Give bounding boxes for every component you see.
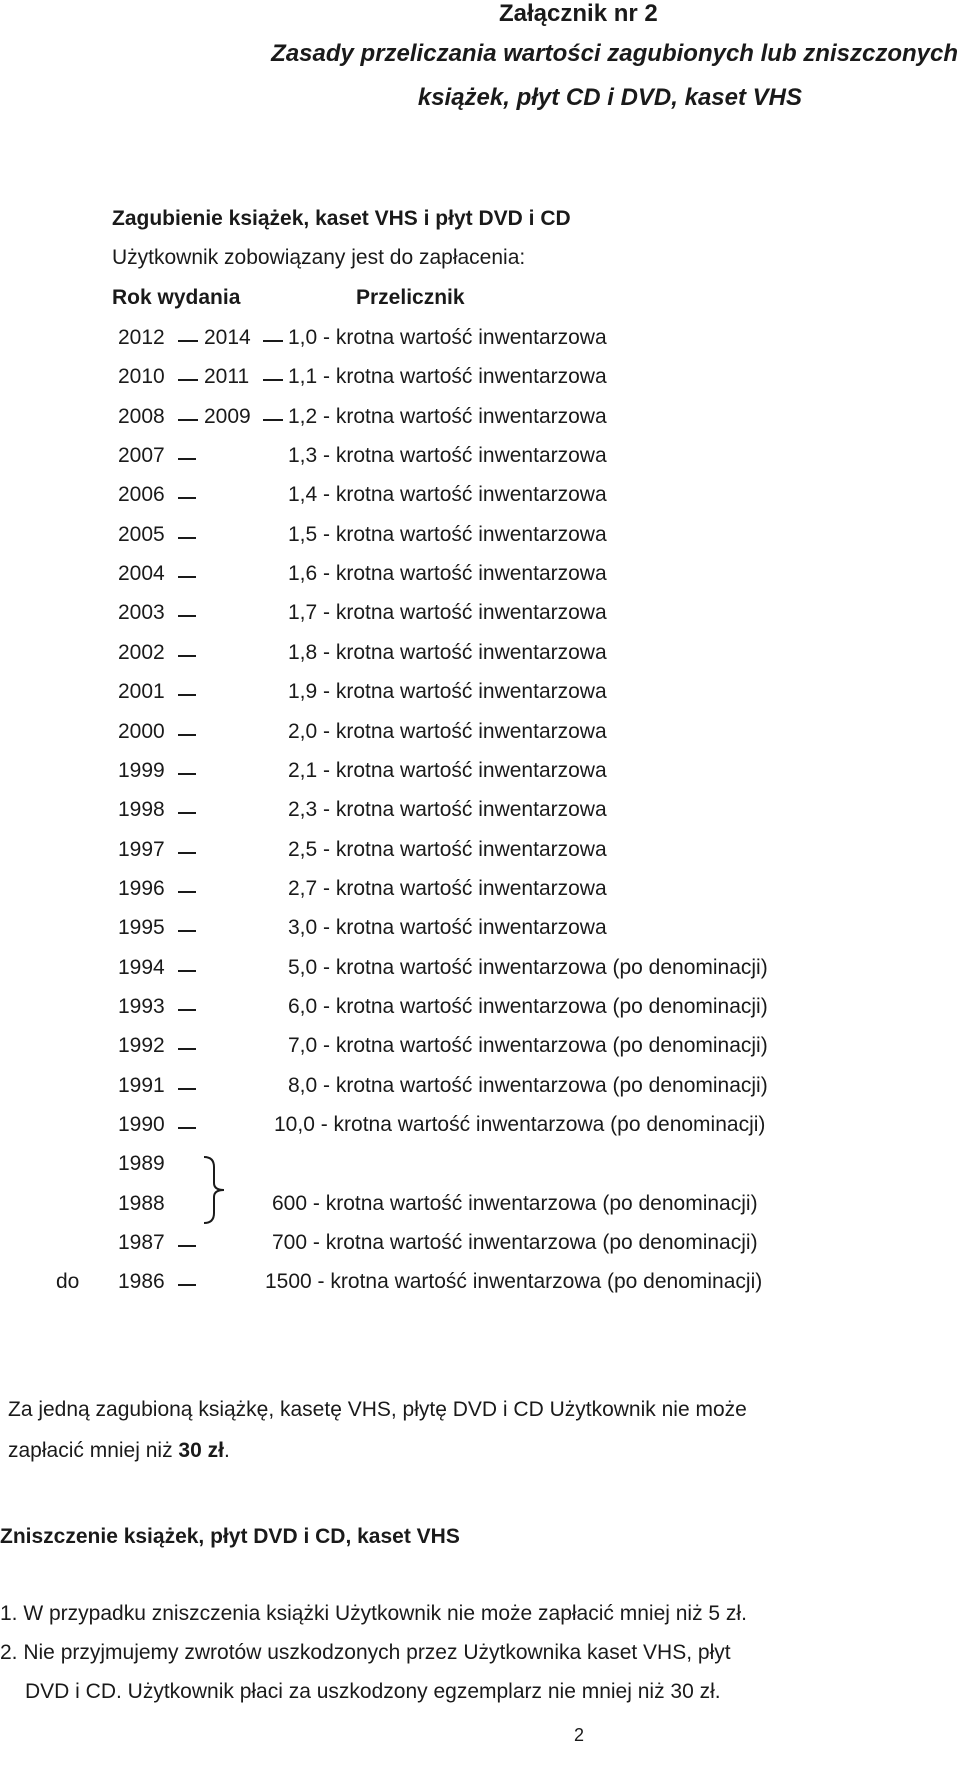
column-header-year: Rok wydania xyxy=(112,286,241,309)
row-year-start: 1988 xyxy=(118,1192,165,1215)
row-multiplier: 2,5 - krotna wartość inwentarzowa xyxy=(288,838,607,861)
row-multiplier: 1,8 - krotna wartość inwentarzowa xyxy=(288,641,607,664)
row-dash xyxy=(178,497,196,499)
row-year-start: 1995 xyxy=(118,916,165,939)
row-dash xyxy=(178,1245,196,1247)
row-dash xyxy=(178,970,196,972)
column-header-multiplier: Przelicznik xyxy=(356,286,465,309)
row-year-start: 2008 xyxy=(118,405,165,428)
row-year-start: 2010 xyxy=(118,365,165,388)
row-multiplier: 8,0 - krotna wartość inwentarzowa (po denominacji) xyxy=(288,1074,768,1097)
row-multiplier: 7,0 - krotna wartość inwentarzowa (po denominacji) xyxy=(288,1034,768,1057)
row-dash xyxy=(178,1088,196,1090)
loss-section-title: Zagubienie książek, kaset VHS i płyt DVD i CD xyxy=(112,207,571,230)
row-year-start: 1991 xyxy=(118,1074,165,1097)
row-year-start: 2005 xyxy=(118,523,165,546)
row-dash xyxy=(178,812,196,814)
row-year-end: 2009 xyxy=(204,405,251,428)
minimum-note-end: . xyxy=(223,1439,230,1462)
row-year-end: 2014 xyxy=(204,326,251,349)
annex-label: Załącznik nr 2 xyxy=(499,0,658,27)
row-year-start: 1994 xyxy=(118,956,165,979)
row-year-start: 1986 xyxy=(118,1270,165,1293)
row-dash xyxy=(178,891,196,893)
row-year-end: 2011 xyxy=(204,365,250,388)
row-multiplier: 1,9 - krotna wartość inwentarzowa xyxy=(288,680,607,703)
row-multiplier: 2,1 - krotna wartość inwentarzowa xyxy=(288,759,607,782)
row-dash xyxy=(178,655,196,657)
damage-item-2-line1: 2. Nie przyjmujemy zwrotów uszkodzonych przez Użytkownika kaset VHS, płyt xyxy=(0,1641,731,1664)
row-multiplier: 1,6 - krotna wartość inwentarzowa xyxy=(288,562,607,585)
minimum-note-line1: Za jedną zagubioną książkę, kasetę VHS, płytę DVD i CD Użytkownik nie może xyxy=(8,1398,747,1421)
page-title-line1: Zasady przeliczania wartości zagubionych lub zniszczonych xyxy=(271,40,958,67)
row-multiplier: 2,3 - krotna wartość inwentarzowa xyxy=(288,798,607,821)
row-year-start: 2012 xyxy=(118,326,165,349)
row-year-start: 2006 xyxy=(118,483,165,506)
row-dash xyxy=(178,340,198,342)
row-dash xyxy=(178,1048,196,1050)
row-year-start: 1992 xyxy=(118,1034,165,1057)
damage-item-1: 1. W przypadku zniszczenia książki Użytkownik nie może zapłacić mniej niż 5 zł. xyxy=(0,1602,747,1625)
row-dash xyxy=(178,1009,196,1011)
row-dash xyxy=(178,615,196,617)
row-year-start: 1989 xyxy=(118,1152,165,1175)
row-multiplier: 1,5 - krotna wartość inwentarzowa xyxy=(288,523,607,546)
minimum-note-text: zapłacić mniej niż xyxy=(8,1439,179,1462)
row-dash xyxy=(178,458,196,460)
row-multiplier: 1,2 - krotna wartość inwentarzowa xyxy=(288,405,607,428)
row-multiplier: 6,0 - krotna wartość inwentarzowa (po denominacji) xyxy=(288,995,768,1018)
row-year-start: 1998 xyxy=(118,798,165,821)
row-dash xyxy=(178,537,196,539)
row-multiplier: 3,0 - krotna wartość inwentarzowa xyxy=(288,916,607,939)
row-dash xyxy=(263,379,283,381)
row-year-start: 2001 xyxy=(118,680,165,703)
row-multiplier: 1,0 - krotna wartość inwentarzowa xyxy=(288,326,607,349)
row-multiplier: 1,7 - krotna wartość inwentarzowa xyxy=(288,601,607,624)
row-multiplier: 2,0 - krotna wartość inwentarzowa xyxy=(288,720,607,743)
row-year-start: 1993 xyxy=(118,995,165,1018)
page-title-line2: książek, płyt CD i DVD, kaset VHS xyxy=(417,84,802,111)
row-dash xyxy=(178,773,196,775)
row-dash xyxy=(178,576,196,578)
row-year-start: 2004 xyxy=(118,562,165,585)
loss-section-intro: Użytkownik zobowiązany jest do zapłacenia: xyxy=(112,246,526,269)
row-year-start: 2003 xyxy=(118,601,165,624)
row-prefix: do xyxy=(56,1270,80,1293)
row-multiplier: 700 - krotna wartość inwentarzowa (po denominacji) xyxy=(272,1231,758,1254)
page-number: 2 xyxy=(574,1725,585,1745)
row-multiplier: 10,0 - krotna wartość inwentarzowa (po denominacji) xyxy=(274,1113,766,1136)
row-dash xyxy=(178,379,198,381)
row-year-start: 1997 xyxy=(118,838,165,861)
row-year-start: 2000 xyxy=(118,720,165,743)
row-dash xyxy=(178,694,196,696)
row-multiplier: 5,0 - krotna wartość inwentarzowa (po denominacji) xyxy=(288,956,768,979)
brace-icon xyxy=(202,1155,232,1225)
row-multiplier: 1,3 - krotna wartość inwentarzowa xyxy=(288,444,607,467)
row-year-start: 1999 xyxy=(118,759,165,782)
row-dash xyxy=(178,1284,196,1286)
row-multiplier: 1500 - krotna wartość inwentarzowa (po denominacji) xyxy=(265,1270,763,1293)
row-multiplier: 2,7 - krotna wartość inwentarzowa xyxy=(288,877,607,900)
damage-item-2-line2: DVD i CD. Użytkownik płaci za uszkodzony egzemplarz nie mniej niż 30 zł. xyxy=(25,1680,721,1703)
row-dash xyxy=(178,419,198,421)
row-year-start: 1990 xyxy=(118,1113,165,1136)
row-year-start: 1996 xyxy=(118,877,165,900)
damage-section-title: Zniszczenie książek, płyt DVD i CD, kaset VHS xyxy=(0,1525,460,1548)
row-year-start: 2002 xyxy=(118,641,165,664)
row-year-start: 1987 xyxy=(118,1231,165,1254)
row-multiplier: 600 - krotna wartość inwentarzowa (po denominacji) xyxy=(272,1192,758,1215)
row-dash xyxy=(263,419,283,421)
minimum-note-line2 xyxy=(8,1439,230,1463)
minimum-amount: 30 zł xyxy=(178,1439,224,1462)
row-multiplier: 1,1 - krotna wartość inwentarzowa xyxy=(288,365,607,388)
row-dash xyxy=(263,340,283,342)
row-year-start: 2007 xyxy=(118,444,165,467)
row-dash xyxy=(178,1127,196,1129)
row-dash xyxy=(178,734,196,736)
row-dash xyxy=(178,930,196,932)
row-dash xyxy=(178,852,196,854)
row-multiplier: 1,4 - krotna wartość inwentarzowa xyxy=(288,483,607,506)
